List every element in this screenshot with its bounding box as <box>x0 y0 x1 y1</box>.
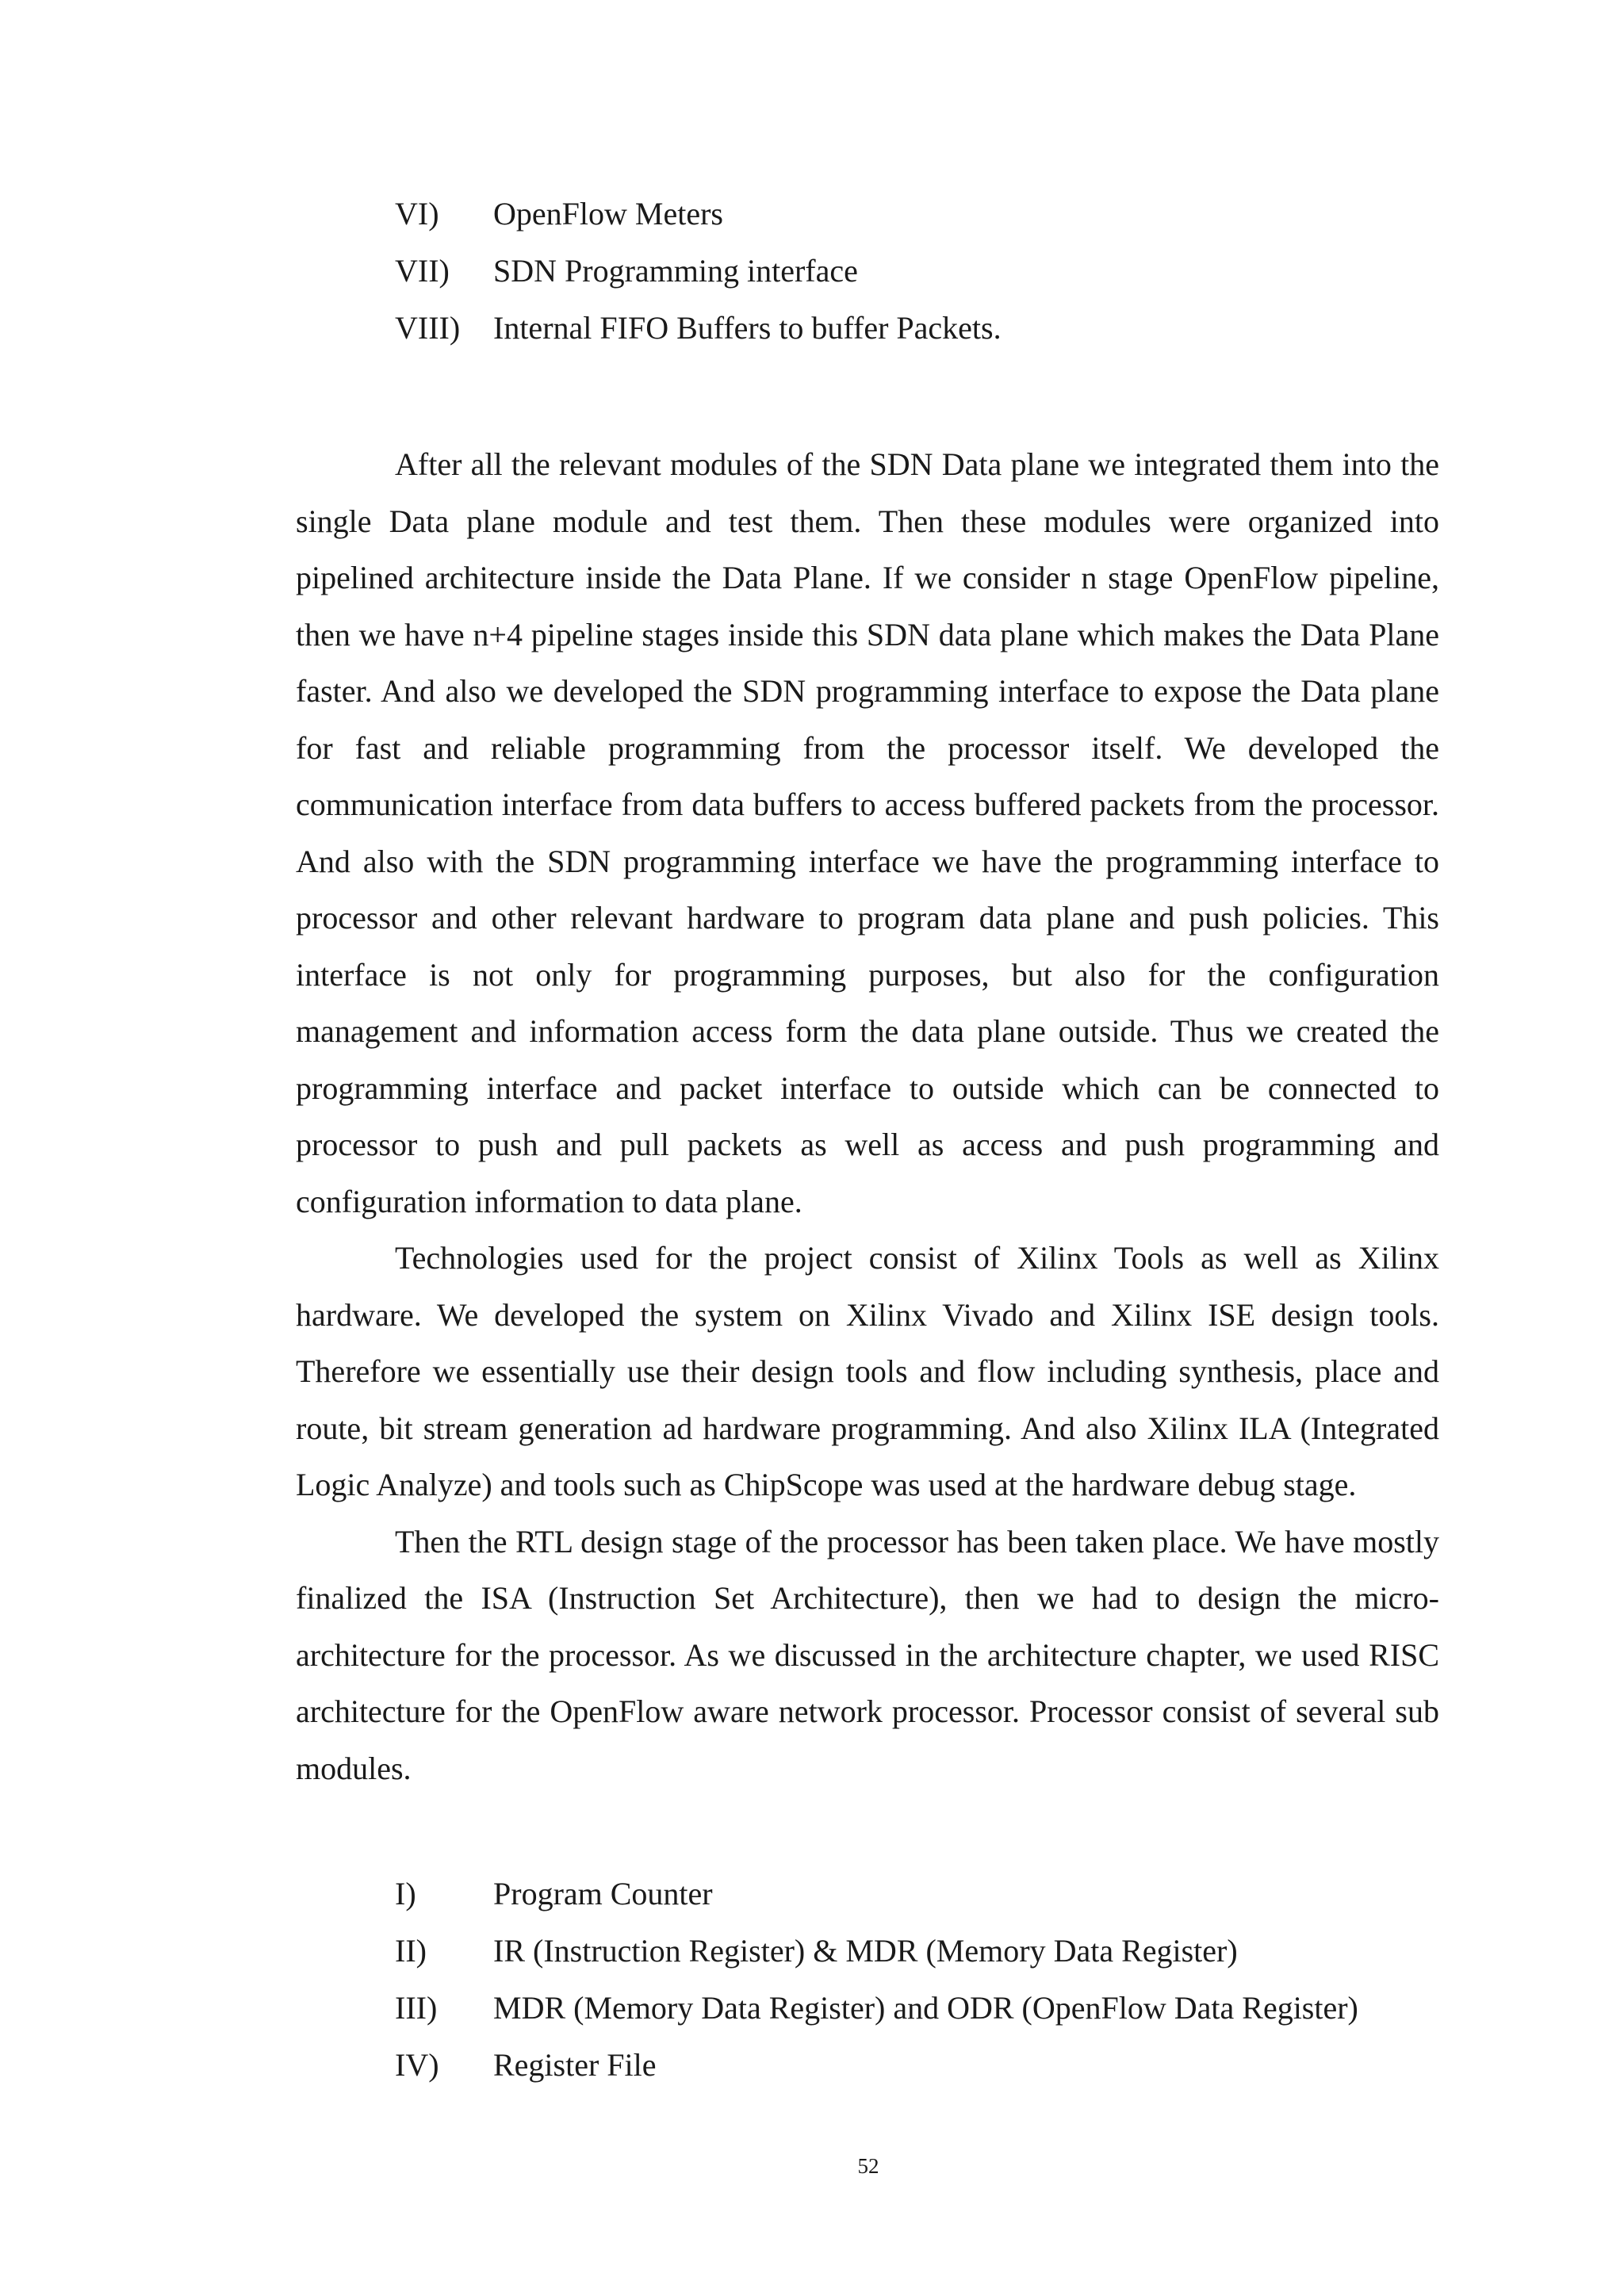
list-item-text: OpenFlow Meters <box>493 196 723 232</box>
list-item-text: IR (Instruction Register) & MDR (Memory Data Register) <box>493 1933 1238 1969</box>
list-item-text: MDR (Memory Data Register) and ODR (OpenFlow Data Register) <box>493 1990 1358 2026</box>
paragraph: Technologies used for the project consist of Xilinx Tools as well as Xilinx hardware. We developed the system on Xilinx Vivado and Xilinx ISE design tools. Therefore we essentially use their design tools and flow including synthesis, place and route, bit stream generation ad hardware programming. And also Xilinx ILA (Integrated Logic Analyze) and tools such as ChipScope was used at the hardware debug stage. <box>296 1240 1439 1502</box>
paragraph: Then the RTL design stage of the processor has been taken place. We have mostly finalized the ISA (Instruction Set Architecture), then we had to design the micro-architecture for the processor. As we discussed in the architecture chapter, we used RISC architecture for the OpenFlow aware network processor. Processor consist of several sub modules. <box>296 1523 1439 1786</box>
list-item-number: IV) <box>395 2047 439 2083</box>
list-item-text: SDN Programming interface <box>493 253 858 289</box>
list-item-number: II) <box>395 1933 427 1969</box>
list-item-text: Register File <box>493 2047 657 2083</box>
list-item-number: VIII) <box>395 310 461 346</box>
list-item-number: VII) <box>395 253 450 289</box>
list-item-number: I) <box>395 1876 416 1911</box>
list-item-number: VI) <box>395 196 439 232</box>
list-item-text: Program Counter <box>493 1876 713 1911</box>
body-text <box>296 436 1439 1797</box>
paragraph: After all the relevant modules of the SDN Data plane we integrated them into the single Data plane module and test them. Then these modules were organized into pipelined architecture inside the Data Plane. If we consider n stage OpenFlow pipeline, then we have n+4 pipeline stages inside this SDN data plane which makes the Data Plane faster. And also we developed the SDN programming interface to expose the Data plane for fast and reliable programming from the processor itself. We developed the communication interface from data buffers to access buffered packets from the processor. And also with the SDN programming interface we have the programming interface to processor and other relevant hardware to program data plane and push policies. This interface is not only for programming purposes, but also for the configuration management and information access form the data plane outside. Thus we created the programming interface and packet interface to outside which can be connected to processor to push and pull packets as well as access and push programming and configuration information to data plane. <box>296 446 1439 1219</box>
list-item-text: Internal FIFO Buffers to buffer Packets. <box>493 310 1002 346</box>
page-number: 52 <box>857 2154 879 2178</box>
list-item-number: III) <box>395 1990 438 2026</box>
